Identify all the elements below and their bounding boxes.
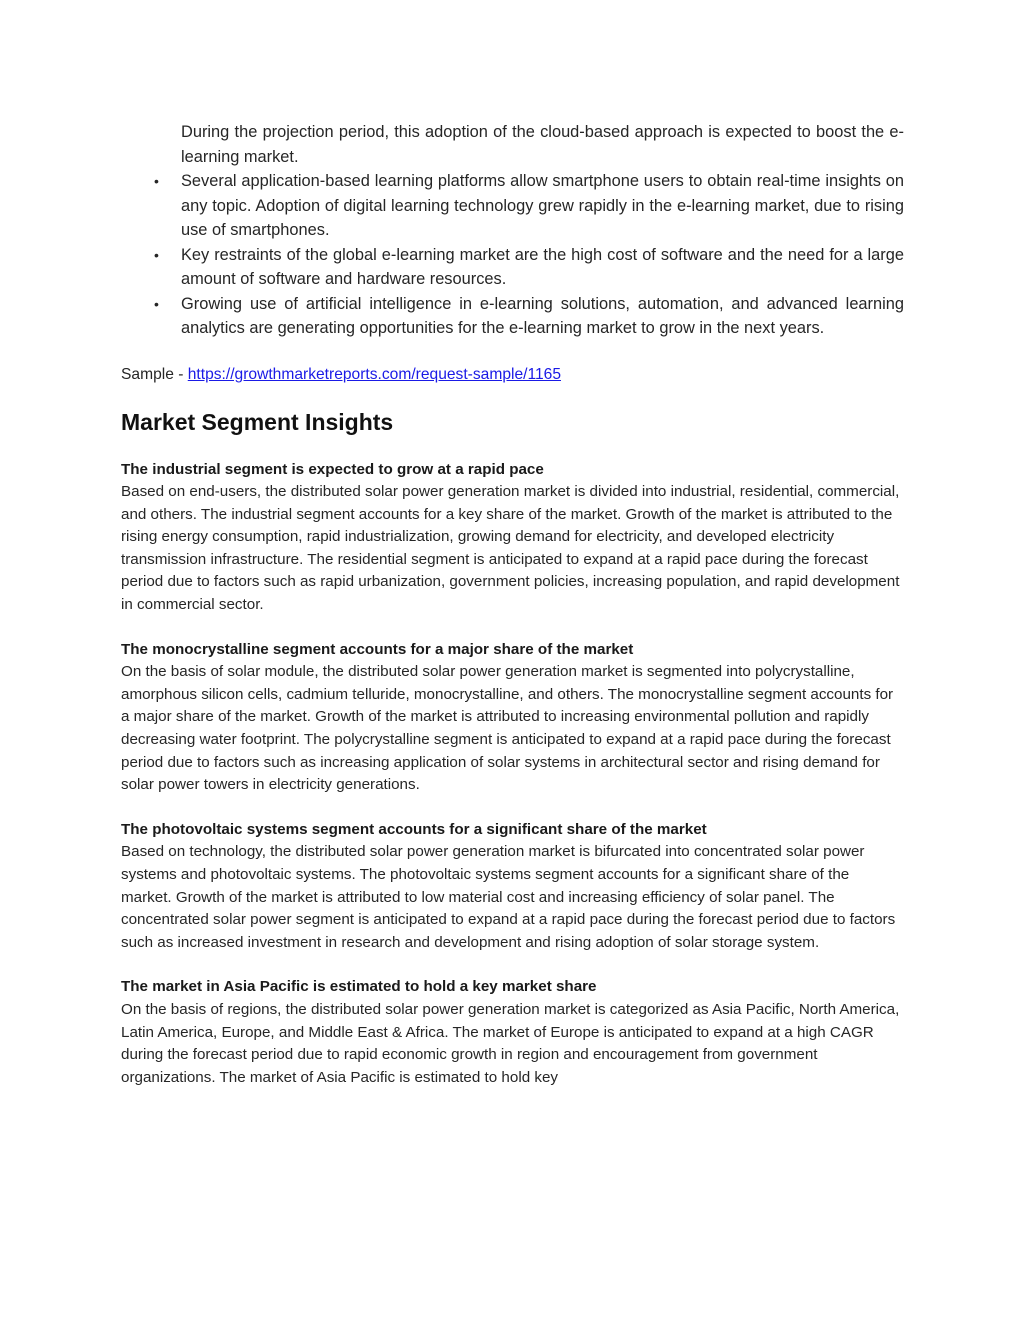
bullet-icon: • xyxy=(154,173,159,189)
bullet-icon: • xyxy=(154,246,159,263)
document-page xyxy=(121,120,904,1089)
segment-section-monocrystalline xyxy=(121,639,904,797)
bullet-text: During the projection period, this adoption of the cloud-based approach is expected to boost the e-learning market. xyxy=(181,123,904,166)
bullet-icon: • xyxy=(154,295,159,312)
segment-body: Based on end-users, the distributed solar power generation market is divided into industrial, residential, commercial, and others. The industrial segment accounts for a key share of the market. Growth of the market is attributed to the rising energy consumption, rapid industrialization, growing demand for electricity, and developed electricity transmission infrastructure. The residential segment is anticipated to expand at a rapid pace during the forecast period due to factors such as rapid urbanization, government policies, increasing population, and rapid development in commercial sector. xyxy=(121,483,900,614)
sample-line xyxy=(121,365,904,385)
segment-title: The industrial segment is expected to grow at a rapid pace xyxy=(121,460,544,478)
segment-body: On the basis of regions, the distributed solar power generation market is categorized as Asia Pacific, North America, Latin America, Europe, and Middle East & Africa. The market of Europe is anticipated to expand at a high CAGR during the forecast period due to rapid economic growth in region and encouragement from government organizations. The market of Asia Pacific is estimated to hold key xyxy=(121,1000,900,1086)
bullet-text: Several application-based learning platforms allow smartphone users to obtain real-time insights on any topic. Adoption of digital learning technology grew rapidly in the e-learning market, due to rising use of smartphones. xyxy=(181,172,904,239)
sample-label: Sample - xyxy=(121,365,188,383)
segment-section-photovoltaic xyxy=(121,819,904,955)
list-item xyxy=(121,120,904,169)
segment-body: Based on technology, the distributed solar power generation market is bifurcated into concentrated solar power systems and photovoltaic systems. The photovoltaic systems segment accounts for a significant share of the market. Growth of the market is attributed to low material cost and increasing efficiency of solar panel. The concentrated solar power segment is anticipated to expand at a rapid pace during the forecast period due to factors such as increased investment in research and development and rising adoption of solar storage system. xyxy=(121,843,896,951)
bullet-list xyxy=(121,120,904,341)
segment-body: On the basis of solar module, the distributed solar power generation market is segmented into polycrystalline, amorphous silicon cells, cadmium telluride, monocrystalline, and others. The monocrystalline segment accounts for a major share of the market. Growth of the market is attributed to increasing environmental pollution and rapidly decreasing water footprint. The polycrystalline segment is anticipated to expand at a rapid pace during the forecast period due to factors such as increasing application of solar systems in architectural sector and rising demand for solar power towers in electricity generations. xyxy=(121,663,894,794)
segment-title: The photovoltaic systems segment accounts for a significant share of the market xyxy=(121,820,707,838)
list-item xyxy=(121,243,904,292)
segment-section-industrial xyxy=(121,459,904,617)
segment-title: The monocrystalline segment accounts for a major share of the market xyxy=(121,640,634,658)
bullet-text: Growing use of artificial intelligence in e-learning solutions, automation, and advanced learning analytics are generating opportunities for the e-learning market to grow in the next years. xyxy=(181,294,904,337)
sample-link[interactable]: https://growthmarketreports.com/request-sample/1165 xyxy=(187,365,561,383)
list-item xyxy=(121,292,904,341)
list-item xyxy=(121,169,904,243)
segment-title: The market in Asia Pacific is estimated to hold a key market share xyxy=(121,978,597,996)
section-heading: Market Segment Insights xyxy=(121,408,394,435)
segment-section-asia-pacific xyxy=(121,976,904,1089)
bullet-text: Key restraints of the global e-learning market are the high cost of software and the need for a large amount of software and hardware resources. xyxy=(181,245,904,288)
